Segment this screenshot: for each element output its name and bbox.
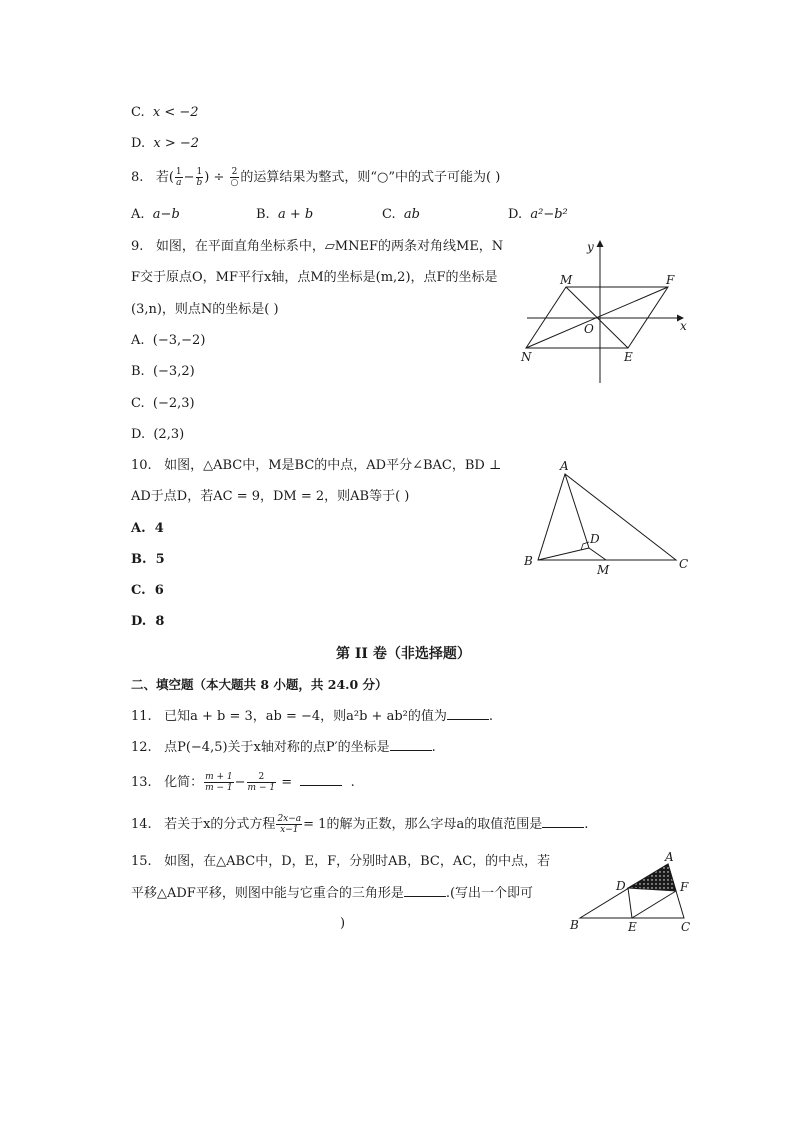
q10-triangle (538, 474, 676, 560)
q9-option-b: B. (−3,2) (131, 364, 195, 379)
q13-stem: 13. 化简： $\frac{m + 1}{m - 1}$ − $\frac{2}{m - 1}$ = . (131, 772, 355, 793)
q8-option-c: C. ab (382, 207, 420, 222)
q10-stem-line2: AD于点D，若AC = 9，DM = 2，则AB等于( ) (131, 489, 410, 504)
q9-stem-line1: 9. 如图，在平面直角坐标系中，▱MNEF的两条对角线ME，N (131, 239, 504, 254)
q10-label-d: D (590, 532, 600, 546)
q10-label-a: A (560, 459, 569, 473)
q11-answer-blank[interactable] (447, 707, 489, 720)
q8-option-d: D. a²−b² (508, 207, 568, 222)
q10-label-m: M (597, 563, 610, 577)
q10-bisector-ad (565, 474, 589, 548)
q11-stem: 11. 已知a + b = 3，ab = −4，则a²b + ab²的值为 . (131, 709, 494, 724)
q15-label-b: B (570, 918, 579, 932)
q14-answer-blank[interactable] (542, 815, 584, 828)
q10-option-b: B. 5 (131, 552, 165, 567)
q8-stem: 8. 若( $\frac{1}{a}$ − $\frac{1}{b}$ ) ÷ $\frac{2}{○}$ 的运算结果为整式，则“○”中的式子可能为( ) (131, 167, 501, 188)
q9-label-x: x (680, 319, 687, 333)
q7-option-d: D. x > −2 (131, 136, 200, 151)
q9-figure (515, 237, 700, 387)
part2-title: 第 II 卷（非选择题） (336, 646, 471, 662)
q10-figure (518, 456, 698, 581)
q15-label-c: C (681, 920, 691, 934)
q9-label-n: N (521, 350, 532, 364)
q15-label-e: E (628, 920, 637, 934)
q8-option-b: B. a + b (256, 207, 314, 222)
q15-segment-ef (632, 891, 676, 918)
q10-option-c: C. 6 (131, 583, 164, 598)
q15-stem-line1: 15. 如图，在△ABC中，D，E，F，分别时AB，BC，AC，的中点，若 (131, 854, 551, 869)
q10-segment-dm (589, 548, 606, 560)
q10-label-c: C (679, 557, 689, 571)
q9-stem-line3: (3,n)，则点N的坐标是( ) (131, 302, 279, 317)
q15-label-d: D (616, 879, 626, 893)
q15-label-f: F (680, 880, 689, 894)
q9-option-c: C. (−2,3) (131, 396, 195, 411)
q15-figure (566, 850, 698, 936)
q12-stem: 12. 点P(−4,5)关于x轴对称的点P′的坐标是 . (131, 740, 436, 755)
q15-label-a: A (665, 850, 674, 864)
q14-stem: 14. 若关于x的分式方程 $\frac{2x-a}{x-1}$ = 1的解为正数，那么字母a的取值范围是 . (131, 814, 589, 835)
q10-label-b: B (524, 554, 533, 568)
q15-stem-line3: ) (340, 916, 346, 931)
q13-answer-blank[interactable] (300, 773, 342, 786)
q7-option-c: C. x < −2 (131, 105, 199, 120)
q9-option-d: D. (2,3) (131, 427, 185, 442)
q15-shaded-triangle-adf (628, 864, 676, 891)
q9-option-a: A. (−3,−2) (131, 333, 206, 348)
q12-answer-blank[interactable] (390, 738, 432, 751)
q9-label-e: E (624, 350, 633, 364)
q9-label-o: O (584, 322, 594, 336)
q10-option-a: A. 4 (131, 521, 164, 536)
q9-stem-line2: F交于原点O，MF平行x轴，点M的坐标是(m,2)，点F的坐标是 (131, 270, 498, 285)
q9-label-m: M (560, 273, 573, 287)
q8-option-a: A. a−b (131, 207, 180, 222)
q10-option-d: D. 8 (131, 614, 165, 629)
q15-answer-blank[interactable] (404, 884, 446, 897)
q9-label-y: y (587, 240, 594, 254)
section2-title: 二、填空题（本大题共 8 小题，共 24.0 分） (131, 677, 388, 692)
q10-stem-line1: 10. 如图，△ABC中，M是BC的中点，AD平分∠BAC，BD ⊥ (131, 458, 502, 473)
q9-label-f: F (666, 273, 675, 287)
q15-stem-line2: 平移△ADF平移，则图中能与它重合的三角形是 .(写出一个即可 (131, 886, 534, 901)
q15-segment-de (628, 888, 632, 918)
